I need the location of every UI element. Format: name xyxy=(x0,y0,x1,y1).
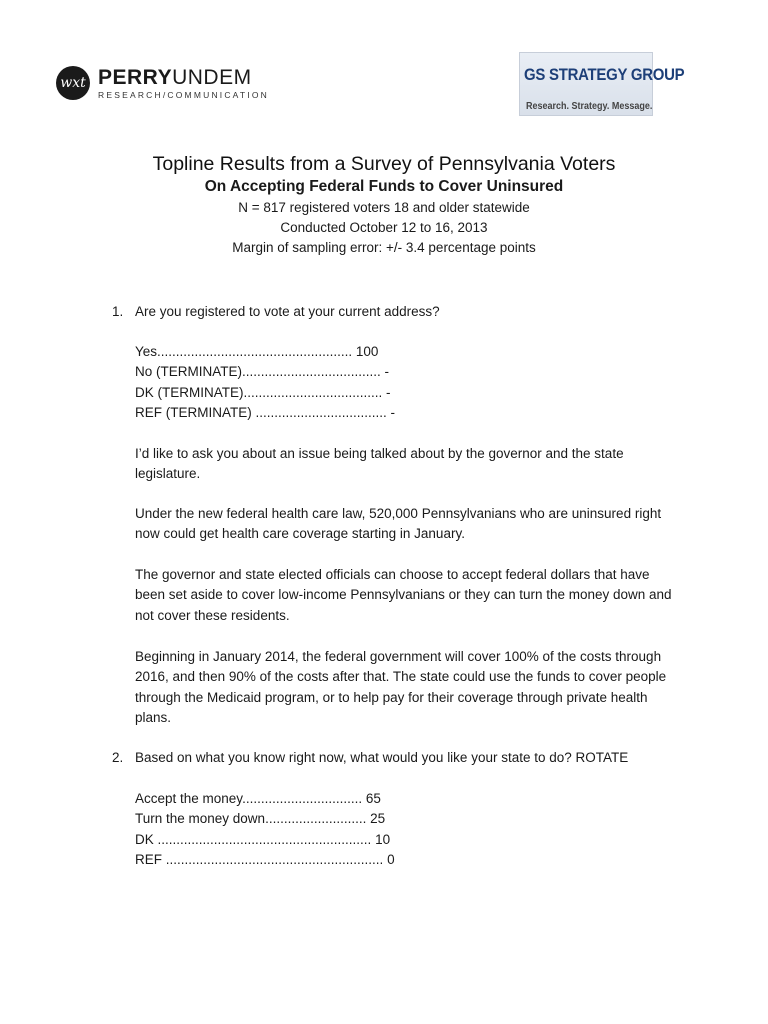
answer-value: - xyxy=(384,364,390,380)
answer-row xyxy=(135,383,435,403)
question-number: 1. xyxy=(112,304,124,319)
leader-dots: ................................... xyxy=(255,404,387,420)
gs-strategy-group-logo xyxy=(519,52,685,116)
answer-row xyxy=(135,362,435,382)
answer-value: 100 xyxy=(355,344,379,359)
answer-value: - xyxy=(386,384,391,400)
question-text: Based on what you know right now, what would you like your state to do? ROTATE xyxy=(135,750,629,765)
perryundem-mark-icon: wxt xyxy=(56,66,90,100)
logo-name-bold: PERRY xyxy=(98,65,173,89)
funding-paragraph: Beginning in January 2014, the federal government will cover 100% of the costs through 2016, and then 90% of the costs after that. The state could use the funds to cover people through the Medicaid program, or to help pay for their coverage through private health plans. xyxy=(135,649,667,725)
answer-row xyxy=(135,850,435,870)
leader-dots: ......................................................... xyxy=(157,831,372,847)
answer-label: Turn the money down xyxy=(135,811,266,827)
intro-paragraph: I’d like to ask you about an issue being talked about by the governor and the state legislature. xyxy=(135,446,624,482)
leader-dots: .................................................... xyxy=(157,344,353,359)
logo-tagline: RESEARCH/COMMUNICATION xyxy=(98,89,270,100)
answer-row xyxy=(135,809,435,829)
leader-dots: ..................................... xyxy=(242,364,381,380)
title-block xyxy=(0,152,768,258)
gs-logo-tagline: Research. Strategy. Message. xyxy=(526,101,653,112)
answer-label: DK xyxy=(135,831,158,847)
leader-dots: .......................................................... xyxy=(165,851,384,867)
answer-value: - xyxy=(390,404,396,420)
q1-answers xyxy=(135,342,435,423)
answer-row xyxy=(135,403,435,423)
document-subtitle: On Accepting Federal Funds to Cover Uninsured xyxy=(204,178,564,195)
answer-value: 65 xyxy=(365,791,381,806)
answer-label: DK (TERMINATE) xyxy=(135,384,244,400)
answer-value: 10 xyxy=(375,831,391,847)
options-paragraph: The governor and state elected officials can choose to accept federal dollars that have been set aside to cover low-income Pennsylvanians or they can turn the money down and not cover these residents. xyxy=(135,567,672,623)
perryundem-logo xyxy=(56,66,269,100)
answer-label: Accept the money xyxy=(135,791,243,806)
answer-label: REF xyxy=(135,851,166,867)
leader-dots: ................................ xyxy=(242,791,363,806)
question-text: Are you registered to vote at your current address? xyxy=(135,304,440,319)
context-paragraph: Under the new federal health care law, 520,000 Pennsylvanians who are uninsured right now could get health care coverage starting in January. xyxy=(135,506,662,542)
field-dates: Conducted October 12 to 16, 2013 xyxy=(280,220,488,235)
question-2 xyxy=(112,748,692,768)
leader-dots: ........................... xyxy=(265,811,367,827)
sample-size: N = 817 registered voters 18 and older statewide xyxy=(238,200,530,215)
answer-row xyxy=(135,342,435,362)
document-title: Topline Results from a Survey of Pennsylvania Voters xyxy=(152,153,616,175)
gs-logo-name: GS STRATEGY GROUP xyxy=(524,65,685,84)
leader-dots: ..................................... xyxy=(243,384,383,400)
answer-label: Yes xyxy=(135,344,158,359)
question-1 xyxy=(112,302,692,322)
answer-row xyxy=(135,830,435,850)
q2-answers xyxy=(135,789,435,870)
answer-value: 0 xyxy=(387,851,395,867)
answer-row xyxy=(135,789,435,809)
margin-of-error: Margin of sampling error: +/- 3.4 percentage points xyxy=(232,240,536,255)
answer-label: REF (TERMINATE) xyxy=(135,404,256,420)
question-number: 2. xyxy=(112,750,124,765)
answer-label: No (TERMINATE) xyxy=(135,364,242,380)
answer-value: 25 xyxy=(370,811,386,827)
logo-name-light: UNDEM xyxy=(172,65,252,89)
